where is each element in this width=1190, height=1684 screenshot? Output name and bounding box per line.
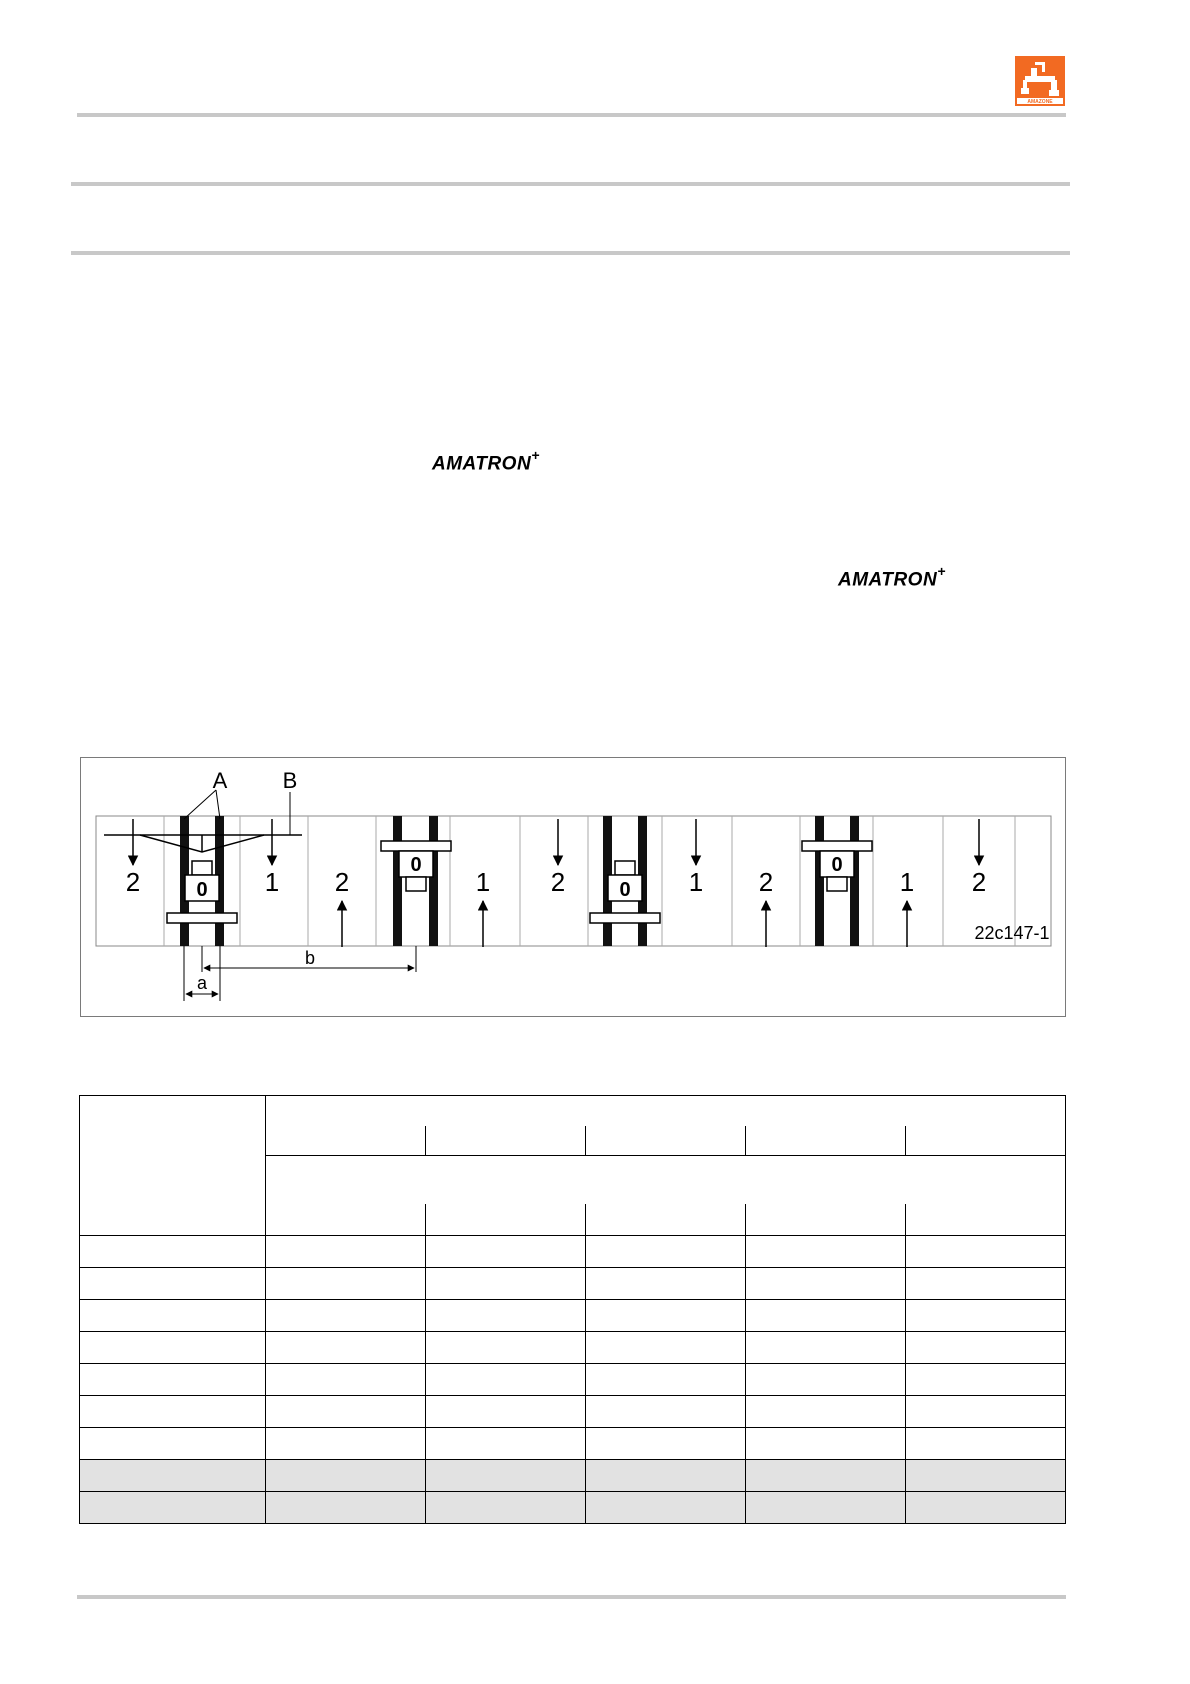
callout-b: B <box>282 768 298 793</box>
lane-label: 2 <box>334 867 350 897</box>
table-corner-cell <box>80 1096 266 1236</box>
dimension-a: a <box>196 973 208 993</box>
logo-text: AMAZONE <box>1027 99 1053 105</box>
figure-code: 22c147-1 <box>974 923 1050 943</box>
table-header-cell <box>746 1126 906 1156</box>
amatron-logo-2 <box>838 563 946 591</box>
table-header-cell <box>426 1126 586 1156</box>
lane-label: 1 <box>899 867 915 897</box>
dimension-b: b <box>304 948 316 968</box>
table-row <box>80 1268 1066 1300</box>
table-header-cell <box>906 1204 1066 1236</box>
table-header-cell <box>906 1126 1066 1156</box>
callout-a: A <box>212 768 228 793</box>
tractor-label: 0 <box>619 879 631 901</box>
table-header-cell <box>426 1204 586 1236</box>
lane-label: 2 <box>758 867 774 897</box>
table-row-shaded <box>80 1492 1066 1524</box>
section-rule-bottom <box>71 251 1070 255</box>
table-header-cell <box>266 1156 1066 1204</box>
amatron-suffix: + <box>531 447 540 463</box>
lane-label: 1 <box>688 867 704 897</box>
header-rule <box>77 113 1066 117</box>
table-header-cell <box>586 1126 746 1156</box>
amazone-tractor-logo-icon <box>1015 56 1065 106</box>
table-header-cell <box>266 1204 426 1236</box>
tractor-label: 0 <box>196 879 208 901</box>
tractor-label: 0 <box>410 854 422 876</box>
lane-label: 2 <box>971 867 987 897</box>
table-header-row <box>80 1096 1066 1126</box>
amatron-suffix: + <box>937 563 946 579</box>
table-header-cell <box>266 1126 426 1156</box>
tramline-diagram <box>80 757 1066 1017</box>
lane-label: 1 <box>475 867 491 897</box>
table-row <box>80 1428 1066 1460</box>
table-row <box>80 1236 1066 1268</box>
table-row <box>80 1300 1066 1332</box>
footer-rule <box>77 1595 1066 1599</box>
amatron-logo-1 <box>432 447 540 475</box>
table-header-cell <box>746 1204 906 1236</box>
table-row <box>80 1332 1066 1364</box>
lane-label: 2 <box>550 867 566 897</box>
lane-label: 1 <box>264 867 280 897</box>
table-row-shaded <box>80 1460 1066 1492</box>
table-header-cell <box>586 1204 746 1236</box>
dimension-lines <box>184 946 416 1001</box>
amatron-name: AMATRON <box>838 569 938 591</box>
table-row <box>80 1396 1066 1428</box>
data-table <box>79 1095 1066 1524</box>
table-row <box>80 1364 1066 1396</box>
tractor-label: 0 <box>831 854 843 876</box>
lane-label: 2 <box>125 867 141 897</box>
section-rule-top <box>71 182 1070 186</box>
amatron-name: AMATRON <box>432 453 532 475</box>
table-header-cell <box>266 1096 1066 1126</box>
